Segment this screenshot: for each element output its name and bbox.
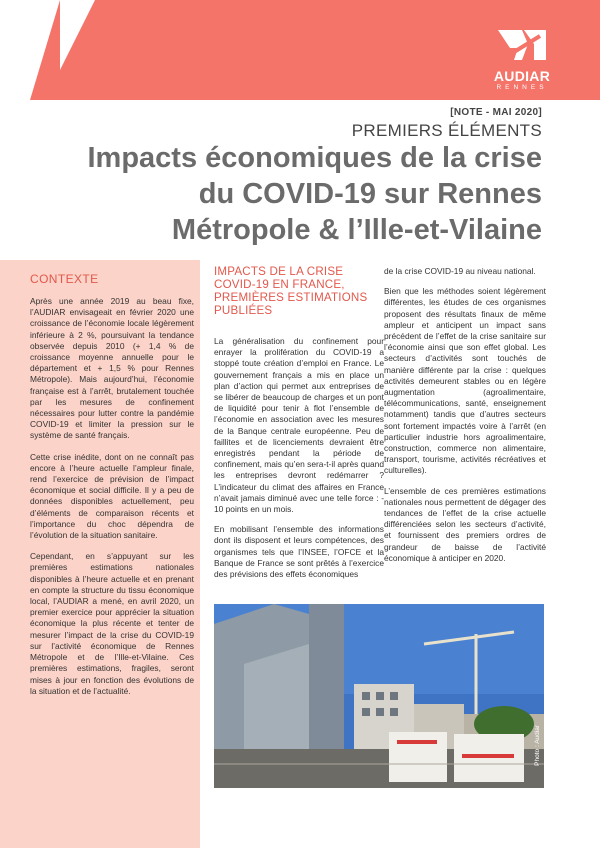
body-paragraph: de la crise COVID-19 au niveau national. — [384, 266, 536, 276]
body-paragraph: En mobilisant l’ensemble des informations dont ils disposent et leurs compétences, des organismes tels que l’INSEE, l’OFCE et la Banque de France se sont prêtés à l’exercice des prévisions des effets économiques — [214, 524, 384, 580]
photo-illustration — [214, 604, 544, 788]
construction-site-photo — [214, 604, 544, 788]
context-text — [30, 296, 194, 707]
kicker: PREMIERS ÉLÉMENTS — [351, 121, 542, 140]
page-title: Impacts économiques de la crise du COVID-19 sur Rennes Métropole & l’Ille-et-Vilaine — [87, 142, 542, 246]
context-panel — [0, 260, 200, 848]
section-text-middle — [214, 336, 384, 589]
logo-subtitle: RENNES — [496, 84, 548, 91]
audiar-logo — [492, 22, 552, 112]
audiar-logo-mark-icon — [492, 22, 552, 68]
header-a-stroke — [30, 0, 60, 100]
context-heading: CONTEXTE — [30, 272, 99, 286]
header-top-line — [95, 0, 600, 8]
body-paragraph: La généralisation du confinement pour enrayer la prolifération du COVID-19 a stoppé toute création d’emploi en France. Le gouvernement français a mis en place un plan d’action qui permet aux entreprises de se libérer de beaucoup de charges et un pont de liquidité pour tenir à flot l’ensemble de l’économie en association avec les mesures de la Banque centrale européenne. Peu de faillites et de licenciements devraient être enregistrés pendant la période de confinement, mais qu’en sera-t-il après quand les entreprises devront redémarrer ? L’indicateur du climat des affaires en France n’avait jamais diminué avec une telle force : - 10 points en un mois. — [214, 336, 384, 515]
header-a-stroke-right — [60, 0, 95, 70]
context-paragraph: Cette crise inédite, dont on ne connaît pas encore à l’heure actuelle l’ampleur finale, rend l’exercice de prévision de l’impact économique et social difficile. Il y a peu de données disponibles actuellement, peu d’éléments de comparaison récents et l’importance du choc dépendra de l’évolution de la situation sanitaire. — [30, 451, 194, 541]
photo-credit: Photo : Audiar — [534, 725, 541, 766]
section-text-right — [384, 266, 546, 573]
body-paragraph: Bien que les méthodes soient légèrement différentes, les études de ces organismes proposent des résultats finaux de même ampleur et anticipent un impact sans précédent de l’effet de la crise sanitaire sur l’économie ainsi que son effet global. Les secteurs d’activités sont touchés de manière différente par la crise : quelques activités demeurent stables ou en légère augmentation (agroalimentaire, télécommunications, santé, enseignement notamment) tandis que d’autres secteurs sont fortement impactés voire à l’arrêt (en particulier industrie hors agroalimentaire, construction, commerce non alimentaire, transport, tourisme, activités récréatives et culturelles). — [384, 286, 546, 476]
context-paragraph: Cependant, en s’appuyant sur les premières estimations nationales disponibles à l’heure actuelle et en prenant en compte la structure du tissu économique local, l’AUDIAR a mené, en avril 2020, un premier exercice pour apprécier la situation économique la plus récente et tenter de mesurer l’impact de la crise du COVID-19 sur l’activité économique de Rennes Métropole et de l’Ille-et-Vilaine. Ces premières estimations, fragiles, seront mises à jour en fonction des évolutions de la situation et de l’actualité. — [30, 551, 194, 696]
section-heading: IMPACTS DE LA CRISE COVID-19 EN FRANCE, PREMIÈRES ESTIMATIONS PUBLIÉES — [214, 265, 368, 317]
logo-wordmark: AUDIAR — [493, 68, 551, 84]
header-left-white — [0, 0, 30, 100]
context-paragraph: Après une année 2019 au beau fixe, l’AUDIAR envisageait en février 2020 une croissance de l’économie locale légèrement inférieure à 2 %, poursuivant la tendance observée depuis 2010 (+ 1,4 % de croissance moyenne annuelle pour le département et + 1,5 % pour Rennes Métropole). Mais aujourd’hui, l’économie française est à l’arrêt, brutalement touchée par les mesures de confinement nécessaires pour lutter contre la pandémie COVID-19 et limiter la pression sur le système de santé français. — [30, 296, 194, 441]
body-paragraph: L’ensemble de ces premières estimations nationales nous permettent de dégager des tendances de l’effet de la crise actuelle différenciées selon les secteurs d’activité, et fournissent des premiers ordres de grandeur de baisse de l’activité économique à anticiper en 2020. — [384, 485, 546, 563]
note-date: [NOTE - MAI 2020] — [450, 107, 542, 118]
